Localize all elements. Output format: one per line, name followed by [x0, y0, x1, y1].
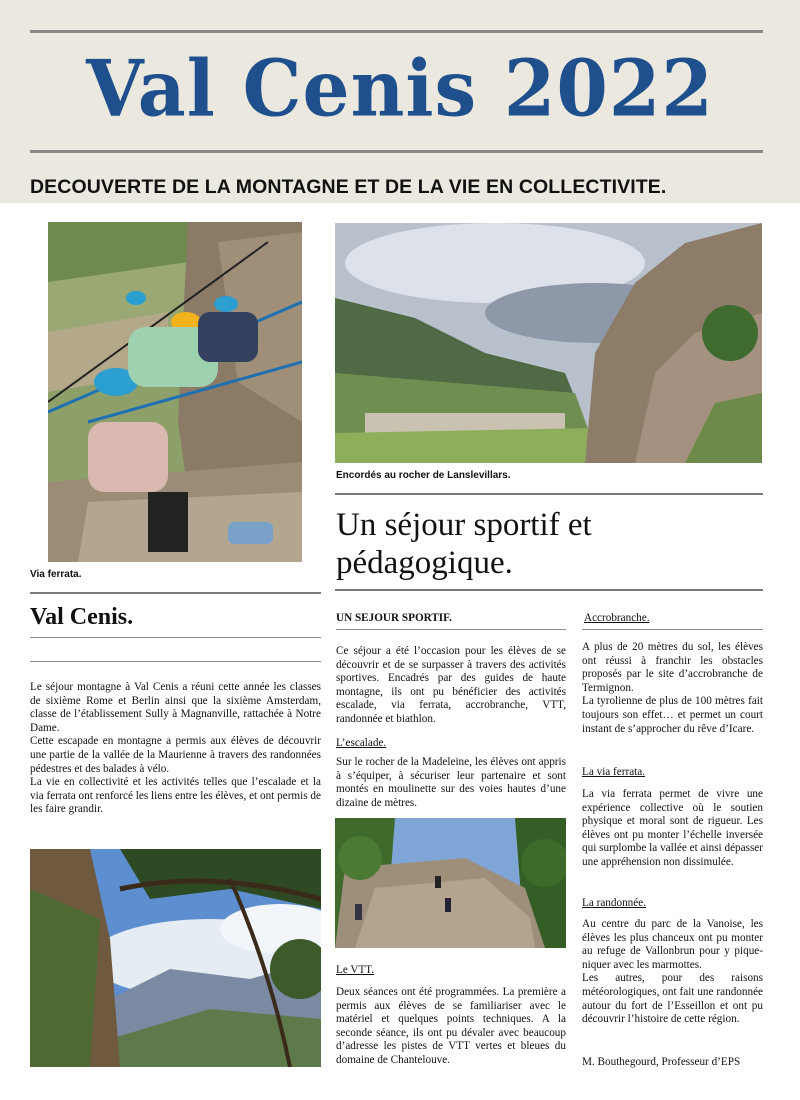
- randonnee-paragraph: Au centre du parc de la Vanoise, les élèves les plus chanceux ont pu monter au refuge de Vallonbrun pour y pique-niquer avec les marmottes.: [582, 918, 763, 971]
- randonnee-paragraph: Les autres, pour des raisons météorologiques, ont fait une randonnée autour du fort de l’Esseillon et ont pu découvrir l’histoire de cette région.: [582, 972, 763, 1026]
- headline: [336, 506, 592, 582]
- accrobranche-text: [582, 641, 763, 736]
- val-cenis-rule-1: [30, 637, 321, 638]
- val-cenis-paragraph: La vie en collectivité et les activités telles que l’escalade et la via ferrata ont renforcé les liens entre les élèves, et ont permis de les faire grandir.: [30, 776, 321, 816]
- vtt-title: Le VTT.: [336, 964, 375, 976]
- vtt-text: Deux séances ont été programmées. La première a permis aux élèves de se familiariser avec le matériel et quelques points techniques. A la seconde séance, ils ont pu dévaler avec beaucoup d’adresse les pistes de VTT vertes et bleues du domaine de Chantelouve.: [336, 986, 566, 1066]
- header-top-rule: [30, 30, 763, 33]
- via-ferrata-title: La via ferrata.: [582, 766, 646, 778]
- val-cenis-title: Val Cenis.: [30, 604, 134, 630]
- val-cenis-rule-2: [30, 661, 321, 662]
- valley-photo: [30, 849, 321, 1067]
- via-ferrata-text: La via ferrata permet de vivre une expérience collective où le soutien physique et moral sont de rigueur. Les élèves ont pu monter l’échelle inversée qui surplombe la vallée et ainsi dépasser une appréhension non dissimulée.: [582, 788, 763, 868]
- headline-line1: Un séjour sportif et: [336, 507, 592, 543]
- sejour-title: UN SEJOUR SPORTIF.: [336, 612, 452, 624]
- page-subtitle: DECOUVERTE DE LA MONTAGNE ET DE LA VIE EN COLLECTIVITE.: [30, 176, 667, 198]
- rocher-photo: [335, 223, 762, 463]
- accrobranche-title: Accrobranche.: [584, 612, 650, 624]
- header-banner: [0, 0, 800, 203]
- randonnee-text: [582, 918, 763, 1027]
- escalade-text: Sur le rocher de la Madeleine, les élèves ont appris à s’équiper, à sécuriser leur partenaire et sont montés en moulinette sur des voies hautes d’une dizaine de mètres.: [336, 756, 566, 809]
- signature: M. Bouthegourd, Professeur d’EPS: [582, 1056, 741, 1068]
- header-bottom-rule: [30, 150, 763, 153]
- accrobranche-paragraph: A plus de 20 mètres du sol, les élèves ont réussi à franchir les obstacles proposés par le site d’accrobranche de Termignon.: [582, 641, 763, 694]
- val-cenis-paragraph: Le séjour montagne à Val Cenis a réuni cette année les classes de sixième Rome et Berlin ainsi que la sixième Amsterdam, classe de l’établissement Sully à Magnanville, rattachée à Notre Dame.: [30, 681, 321, 734]
- randonnee-title: La randonnée.: [582, 897, 646, 909]
- headline-line2: pédagogique.: [336, 545, 513, 581]
- via-ferrata-caption: Via ferrata.: [30, 569, 82, 580]
- page-title: Val Cenis 2022: [86, 43, 714, 135]
- headline-bottom-rule: [335, 589, 763, 591]
- val-cenis-paragraph: Cette escapade en montagne a permis aux élèves de découvrir une partie de la vallée de la Maurienne à travers des randonnées pédestres et des balades à vélo.: [30, 735, 321, 775]
- escalade-photo: [335, 818, 566, 948]
- sejour-rule: [336, 629, 566, 630]
- val-cenis-top-rule: [30, 592, 321, 594]
- rocher-caption: Encordés au rocher de Lanslevillars.: [336, 470, 511, 481]
- val-cenis-text: [30, 681, 321, 817]
- accrobranche-paragraph: La tyrolienne de plus de 100 mètres fait toujours son effet… et permet un court instant de s’approcher du rêve d’Icare.: [582, 695, 763, 735]
- escalade-title: L’escalade.: [336, 737, 387, 749]
- headline-top-rule: [335, 493, 763, 495]
- accrobranche-rule: [582, 629, 763, 630]
- via-ferrata-photo: [48, 222, 302, 562]
- sejour-intro: Ce séjour a été l’occasion pour les élèves de se découvrir et de se surpasser à travers des activités sportives. Encadrés par des guides de haute montagne, ils ont pu bénéficier des activités escalade, via ferrata, accrobranche, VTT, randonnée et biathlon.: [336, 645, 566, 725]
